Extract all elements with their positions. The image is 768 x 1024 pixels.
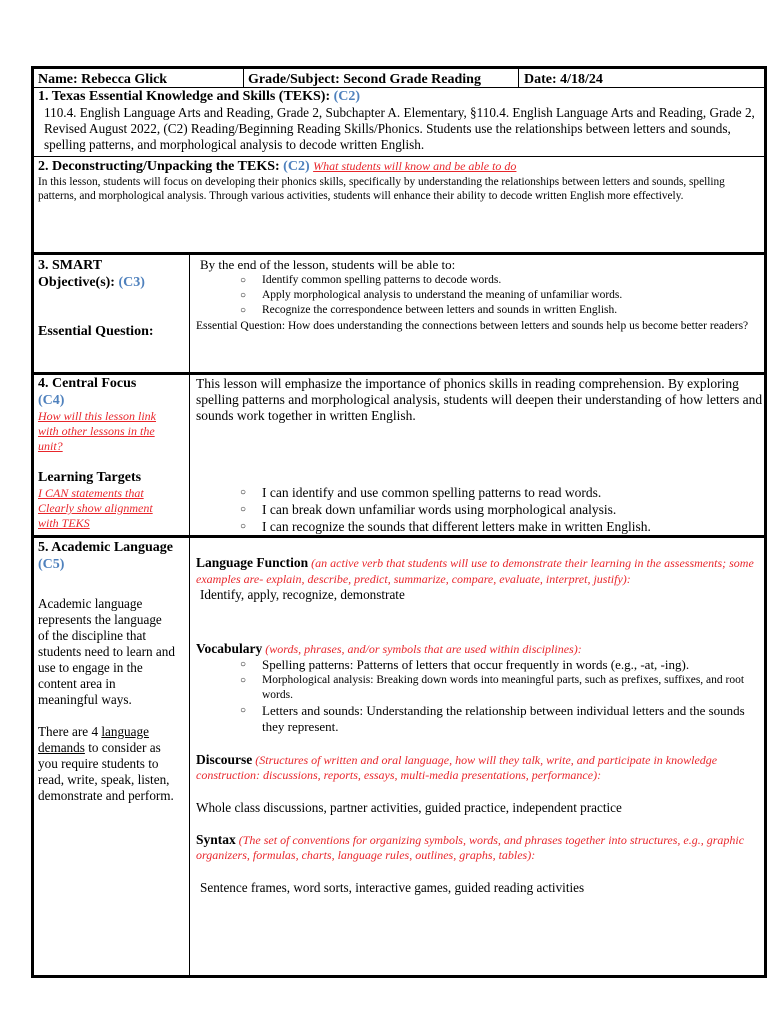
divider bbox=[518, 69, 519, 88]
grade-value: Second Grade Reading bbox=[343, 72, 481, 87]
essential-question-text: Essential Question: How does understanding the connections between letters and sounds help us become better readers? bbox=[196, 320, 749, 332]
section-code: (C2) bbox=[283, 159, 310, 174]
list-item: ○ I can recognize the sounds that different letters make in written English. bbox=[196, 518, 766, 535]
language-function-text: Identify, apply, recognize, demonstrate bbox=[200, 587, 405, 602]
learning-targets-label-block bbox=[38, 469, 178, 531]
learning-targets-label: Learning Targets bbox=[38, 470, 142, 485]
section-title: 2. Deconstructing/Unpacking the TEKS: bbox=[38, 159, 280, 174]
divider bbox=[243, 69, 244, 88]
name-value: Rebecca Glick bbox=[81, 72, 168, 87]
objectives-list bbox=[196, 273, 766, 318]
teks-text: 110.4. English Language Arts and Reading, Grade 2, Subchapter A. Elementary, §110.4. English Language Arts and Reading, Grade 2, Revised August 2022, (C2) Reading/Beginning Reading Skills/Phonics. Students use the relationships between letters and sounds, spelling patterns, and morphological analysis to decode written English. bbox=[44, 105, 755, 152]
name-label: Name: bbox=[38, 72, 78, 87]
divider bbox=[34, 535, 764, 538]
central-focus-text: This lesson will emphasize the importance of phonics skills in reading comprehension. By exploring spelling patterns and morphological analysis, students will deepen their understanding of how letters and sounds work together in written English. bbox=[196, 376, 763, 423]
section-smart bbox=[38, 257, 145, 291]
divider bbox=[34, 252, 764, 255]
section-title: 3. SMART bbox=[38, 258, 103, 273]
section-hint: How will this lesson link with other lessons in the unit? bbox=[38, 409, 157, 453]
objectives-intro: By the end of the lesson, students will be able to: bbox=[200, 257, 456, 272]
list-item: ○ Morphological analysis: Breaking down words into meaningful parts, such as prefixes, suffixes, and root words. bbox=[196, 673, 756, 703]
section-title: Objective(s): bbox=[38, 275, 115, 290]
syntax-label: Syntax bbox=[196, 832, 236, 847]
learning-targets-list bbox=[196, 484, 766, 535]
essential-question-label: Essential Question: bbox=[38, 324, 154, 339]
date-field bbox=[524, 71, 603, 88]
demands-text: There are 4 bbox=[38, 724, 99, 739]
section-code: (C4) bbox=[38, 393, 65, 408]
list-item: ○ Identify common spelling patterns to decode words. bbox=[196, 273, 766, 288]
section-code: (C2) bbox=[333, 89, 361, 104]
section-academic-language bbox=[38, 539, 186, 804]
language-demands-text bbox=[38, 724, 183, 804]
list-item: ○ Apply morphological analysis to understand the meaning of unfamiliar words. bbox=[196, 288, 766, 303]
section-teks bbox=[38, 88, 760, 153]
list-item: ○ I can identify and use common spelling patterns to read words. bbox=[196, 484, 766, 501]
lesson-plan-table bbox=[31, 66, 767, 978]
section-deconstructing bbox=[38, 158, 760, 203]
divider bbox=[189, 538, 190, 978]
section-hint: (an active verb that students will use to demonstrate their learning in the assessments; some examples are- explain, describe, predict, summarize, compare, evaluate, interpret, justify): bbox=[196, 556, 754, 586]
date-value: 4/18/24 bbox=[560, 72, 603, 87]
discourse-text: Whole class discussions, partner activities, guided practice, independent practice bbox=[196, 800, 622, 815]
vocabulary-label: Vocabulary bbox=[196, 641, 263, 656]
list-item: ○ Letters and sounds: Understanding the relationship between individual letters and the sounds they represent. bbox=[196, 703, 756, 735]
divider bbox=[189, 375, 190, 535]
list-item: ○ I can break down unfamiliar words using morphological analysis. bbox=[196, 501, 766, 518]
demands-text: to consider as you require students to read, write, speak, listen, demonstrate and perform. bbox=[38, 740, 174, 803]
discourse-label: Discourse bbox=[196, 752, 253, 767]
vocabulary-list bbox=[196, 657, 756, 735]
smart-objectives bbox=[196, 257, 766, 334]
section-hint: (words, phrases, and/or symbols that are used within disciplines): bbox=[265, 642, 582, 656]
section-central-focus bbox=[38, 375, 178, 454]
section-hint: (Structures of written and oral language, how will they talk, write, and participate in knowledge construction: discussions, reports, essays, multi-media presentations, performance): bbox=[196, 753, 718, 782]
section-hint: (The set of conventions for organizing symbols, words, and phrases together into structures, e.g., graphic organizers, formulas, charts, language rules, outlines, graphs, tables): bbox=[196, 833, 745, 862]
section-code: (C3) bbox=[118, 275, 145, 290]
date-label: Date: bbox=[524, 72, 557, 87]
academic-language-details bbox=[196, 555, 756, 896]
section-hint: I CAN statements that Clearly show alignment with TEKS bbox=[38, 486, 153, 530]
list-item: ○ Spelling patterns: Patterns of letters that occur frequently in words (e.g., -at, -ing). bbox=[196, 657, 756, 673]
section-code: (C5) bbox=[38, 557, 65, 572]
language-function-label: Language Function bbox=[196, 555, 309, 570]
section-title: 5. Academic Language bbox=[38, 540, 173, 555]
section-hint: What students will know and be able to do bbox=[313, 159, 517, 173]
section-title: 4. Central Focus bbox=[38, 376, 137, 391]
divider bbox=[34, 156, 764, 157]
name-field bbox=[38, 71, 167, 88]
academic-language-description: Academic language represents the language of the discipline that students need to learn and use to engage in the content area in meaningful ways. bbox=[38, 596, 175, 707]
grade-label: Grade/Subject: bbox=[248, 72, 340, 87]
divider bbox=[189, 255, 190, 375]
section-title: 1. Texas Essential Knowledge and Skills (TEKS): bbox=[38, 89, 331, 104]
grade-field bbox=[248, 71, 481, 88]
syntax-text: Sentence frames, word sorts, interactive games, guided reading activities bbox=[200, 880, 585, 895]
unpacking-text: In this lesson, students will focus on developing their phonics skills, specifically by understanding the relationships between letters and sounds, spelling patterns, and morphological analysis. Through various activities, students will enhance their ability to decode written English more effectively. bbox=[38, 176, 725, 202]
demands-term: language demands bbox=[38, 724, 149, 755]
list-item: ○ Recognize the correspondence between letters and sounds in written English. bbox=[196, 303, 766, 318]
